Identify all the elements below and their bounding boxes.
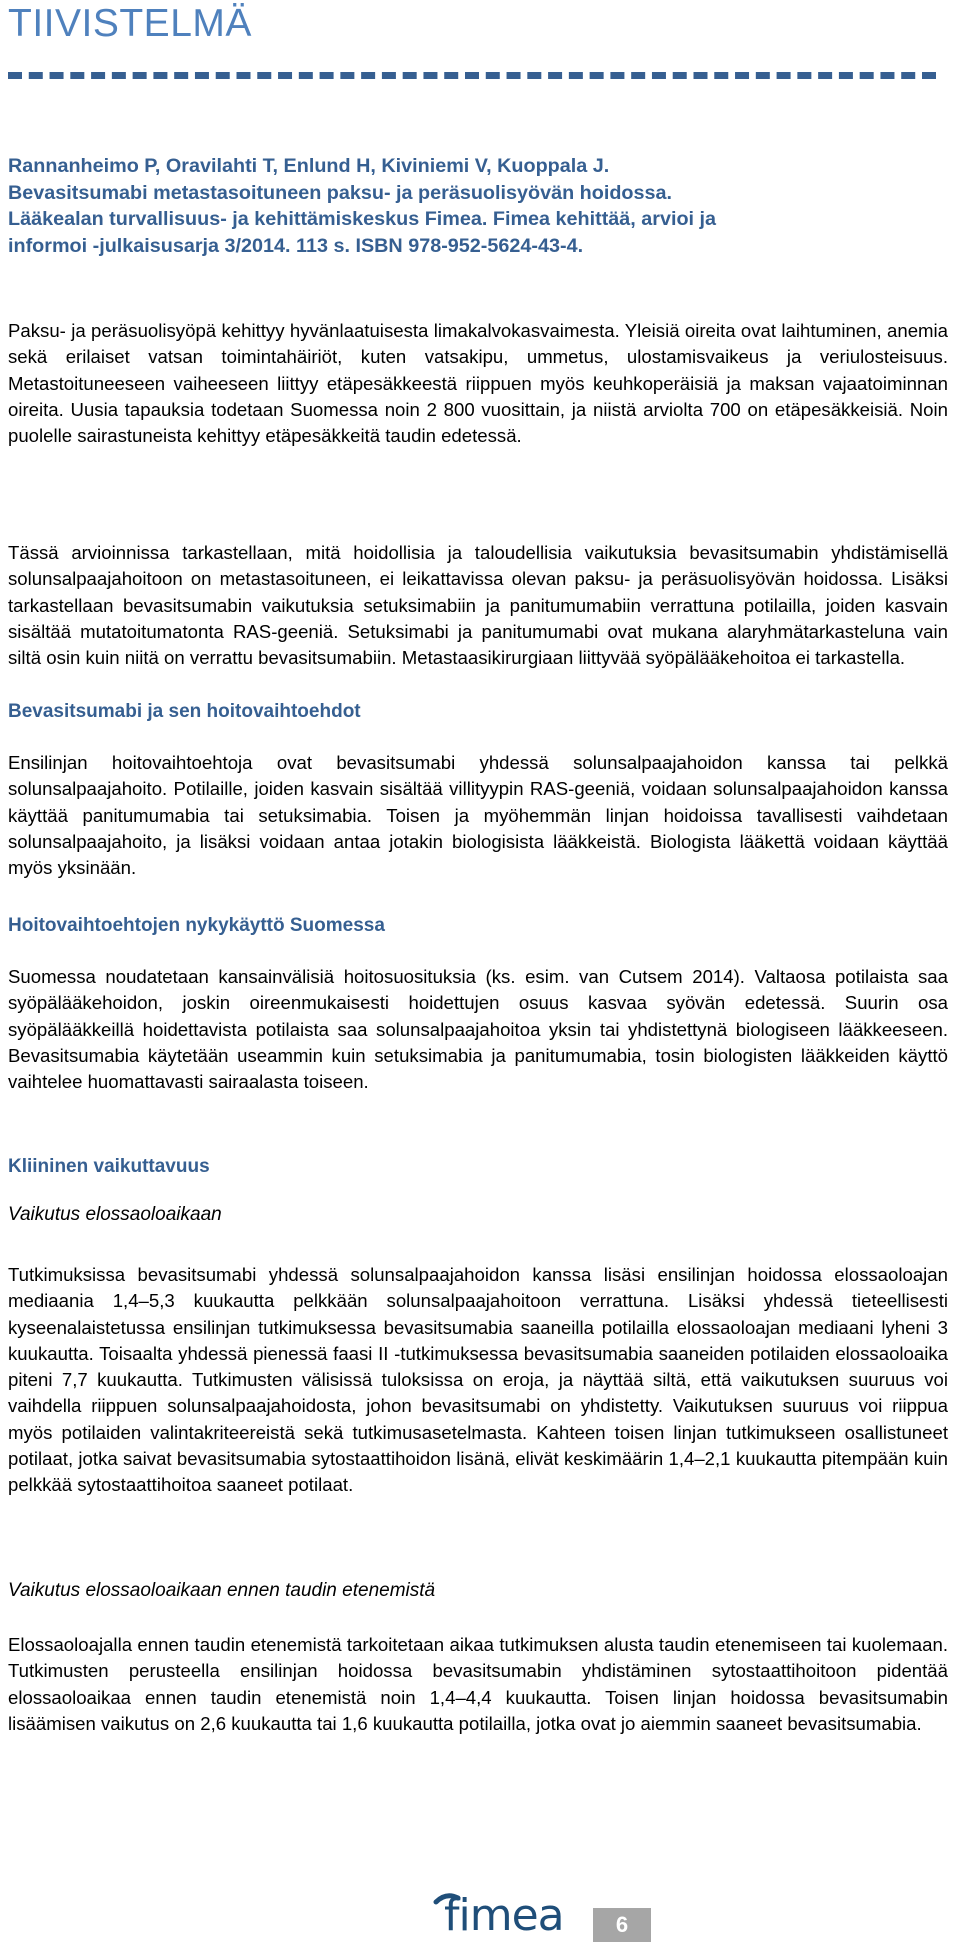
section-heading-bevasitsumabi: Bevasitsumabi ja sen hoitovaihtoehdot <box>8 701 361 722</box>
section3-paragraph-1: Tutkimuksissa bevasitsumabi yhdessä solunsalpaajahoidon kanssa lisäsi ensilinjan hoidossa elossaoloajan mediaania 1,4–5,3 kuukautta pelkkään solunsalpaajahoitoon verrattuna. Lisäksi yhdessä tieteellisesti kyseenalaistetussa ensilinjan tutkimuksessa bevasitsumabia saaneilla potilailla elossaoloajan mediaani lyheni 3 kuukautta. Toisaalta yhdessä pienessä faasi II -tutkimuksessa bevasitsumabia saaneiden potilaiden elossaoloaika piteni 7,7 kuukautta. Tutkimusten välisissä tuloksissa on eroja, ja näyttää siltä, että vaikutuksen suuruus voi vaihdella riippuen solunsalpaajahoidosta, johon bevasitsumabi on yhdistetty. Vaikutuksen suuruus voi riippua myös potilaiden valintakriteereistä sekä tutkimusasetelmasta. Kahteen toisen linjan tutkimukseen osallistuneet potilaat, jotka saivat bevasitsumabia sytostaattihoidon lisänä, elivät keskimäärin 1,4–2,1 kuukautta pitempään kuin pelkkää sytostaattihoitoa saaneet potilaat. <box>8 1264 948 1496</box>
section-heading-kliininen: Kliininen vaikuttavuus <box>8 1156 210 1177</box>
intro-paragraph-1: Paksu- ja peräsuolisyöpä kehittyy hyvänlaatuisesta limakalvokasvaimesta. Yleisiä oireita ovat laihtuminen, anemia sekä erilaiset vatsan toimintahäiriöt, kuten vatsakipu, ummetus, ulostamisvaikeus ja veriulosteisuus. Metastoituneeseen vaiheeseen liittyy etäpesäkkeestä riippuen myös keuhkoperäisiä ja maksan vajaatoiminnan oireita. Uusia tapauksia todetaan Suomessa noin 2 800 vuosittain, ja niistä arviolta 700 on etäpesäkkeisiä. Noin puolelle sairastuneista kehittyy etäpesäkkeitä taudin edetessä. <box>8 320 948 447</box>
fimea-logo <box>432 1892 568 1942</box>
section-heading-nykykaytto: Hoitovaihtoehtojen nykykäyttö Suomessa <box>8 915 385 936</box>
subheading-ennen-etenemista: Vaikutus elossaoloaikaan ennen taudin etenemistä <box>8 1580 436 1601</box>
section3-paragraph-2: Elossaoloajalla ennen taudin etenemistä tarkoitetaan aikaa tutkimuksen alusta taudin etenemiseen tai kuolemaan. Tutkimusten perusteella ensilinjan hoidossa bevasitsumabin yhdistäminen sytostaattihoitoon pidentää elossaoloaikaa ennen taudin etenemistä noin 1,4–4,4 kuukautta. Toisen linjan hoidossa bevasitsumabin lisäämisen vaikutus on 2,6 kuukautta tai 1,6 kuukautta potilailla, jotka ovat jo aiemmin saaneet bevasitsumabia. <box>8 1634 948 1734</box>
section1-paragraph: Ensilinjan hoitovaihtoehtoja ovat bevasitsumabi yhdessä solunsalpaajahoidon kanssa tai pelkkä solunsalpaajahoito. Potilaille, joiden kasvain sisältää villityypin RAS-geeniä, voidaan solunsalpaajahoidon kanssa käyttää panitumumabia tai setuksimabia. Toisen ja myöhemmän linjan hoidoissa tavallisesti vaihdetaan solunsalpaajahoito, ja lisäksi voidaan antaa jotakin biologisista lääkkeistä. Biologista lääkettä voidaan käyttää myös yksinään. <box>8 752 948 879</box>
citation-block <box>8 153 948 259</box>
citation-line: Bevasitsumabi metastasoituneen paksu- ja peräsuolisyövän hoidossa. <box>8 181 672 204</box>
fimea-logo-text: fimea <box>444 1890 564 1941</box>
title-dashed-rule <box>8 72 936 79</box>
citation-line: Lääkealan turvallisuus- ja kehittämiskeskus Fimea. Fimea kehittää, arvioi ja <box>8 208 717 230</box>
intro-paragraph-2: Tässä arvioinnissa tarkastellaan, mitä hoidollisia ja taloudellisia vaikutuksia bevasitsumabin yhdistämisellä solunsalpaajahoitoon on metastasoituneen, ei leikattavissa olevan paksu- ja peräsuolisyövän hoidossa. Lisäksi tarkastellaan bevasitsumabin vaikutuksia setuksimabiin ja panitumumabiin verrattuna potilailla, joiden kasvain sisältää mutatoitumatonta RAS-geeniä. Setuksimabi ja panitumumabi ovat mukana alaryhmätarkasteluna vain siltä osin kuin niitä on verrattu bevasitsumabiin. Metastaasikirurgiaan liittyvää syöpälääkehoitoa ei tarkastella. <box>8 542 948 669</box>
citation-line: informoi -julkaisusarja 3/2014. 113 s. ISBN 978-952-5624-43-4. <box>8 234 584 257</box>
page-number-badge: 6 <box>593 1908 651 1942</box>
subheading-elossaoloaika: Vaikutus elossaoloaikaan <box>8 1204 222 1225</box>
page-title: TIIVISTELMÄ <box>8 2 252 45</box>
citation-line: Rannanheimo P, Oravilahti T, Enlund H, Kiviniemi V, Kuoppala J. <box>8 155 610 177</box>
section2-paragraph: Suomessa noudatetaan kansainvälisiä hoitosuosituksia (ks. esim. van Cutsem 2014). Valtaosa potilaista saa syöpälääkehoidon, joskin oireenmukaisesti hoidettujen osuus kasvaa syövän edetessä. Suurin osa syöpälääkkeillä hoidettavista potilaista saa solunsalpaajahoitoa yksin tai yhdistettynä biologiseen lääkkeeseen. Bevasitsumabia käytetään useammin kuin setuksimabia ja panitumumabia, tosin biologisten lääkkeiden käyttö vaihtelee huomattavasti sairaalasta toiseen. <box>8 966 948 1093</box>
